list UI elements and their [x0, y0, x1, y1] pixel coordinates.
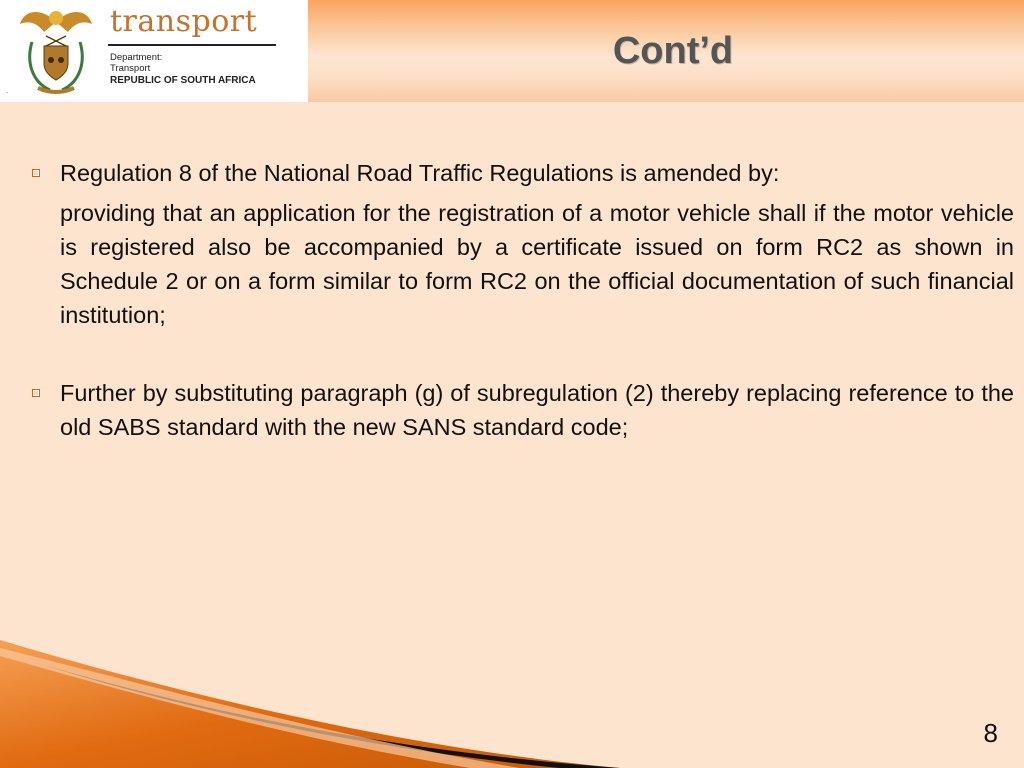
department-label: Department:: [110, 52, 163, 63]
coat-of-arms-icon: [16, 2, 96, 98]
bottom-swoosh-decoration: [0, 640, 1024, 768]
logo-block: [0, 0, 308, 102]
bullet-text-2: Further by substituting paragraph (g) of subregulation (2) thereby replacing reference to the old SABS standard with the new SANS standard code;: [60, 380, 1014, 440]
bullet-item-1: [32, 156, 1014, 190]
square-bullet-icon: [32, 389, 40, 397]
country-name: REPUBLIC OF SOUTH AFRICA: [110, 75, 256, 86]
title-band: [308, 0, 1024, 102]
bullet-text-1: Regulation 8 of the National Road Traffic Regulations is amended by:: [60, 160, 780, 186]
sub-paragraph: providing that an application for the registration of a motor vehicle shall if the motor vehicle is registered also be accompanied by a certificate issued on form RC2 as shown in Schedule 2 or on a form similar to form RC2 on the official documentation of such financial institution;: [60, 200, 1014, 328]
square-bullet-icon: [32, 169, 40, 177]
brand-divider: [108, 44, 276, 46]
slide-content: [32, 156, 1014, 444]
bullet-item-2: [32, 376, 1014, 444]
spacer: [32, 332, 1014, 376]
department-name: Transport: [110, 63, 151, 74]
slide-title: Cont’d: [612, 30, 734, 72]
tiny-mark: .: [6, 86, 9, 95]
brand-wordmark: transport: [110, 4, 258, 39]
page-number: 8: [983, 718, 998, 748]
